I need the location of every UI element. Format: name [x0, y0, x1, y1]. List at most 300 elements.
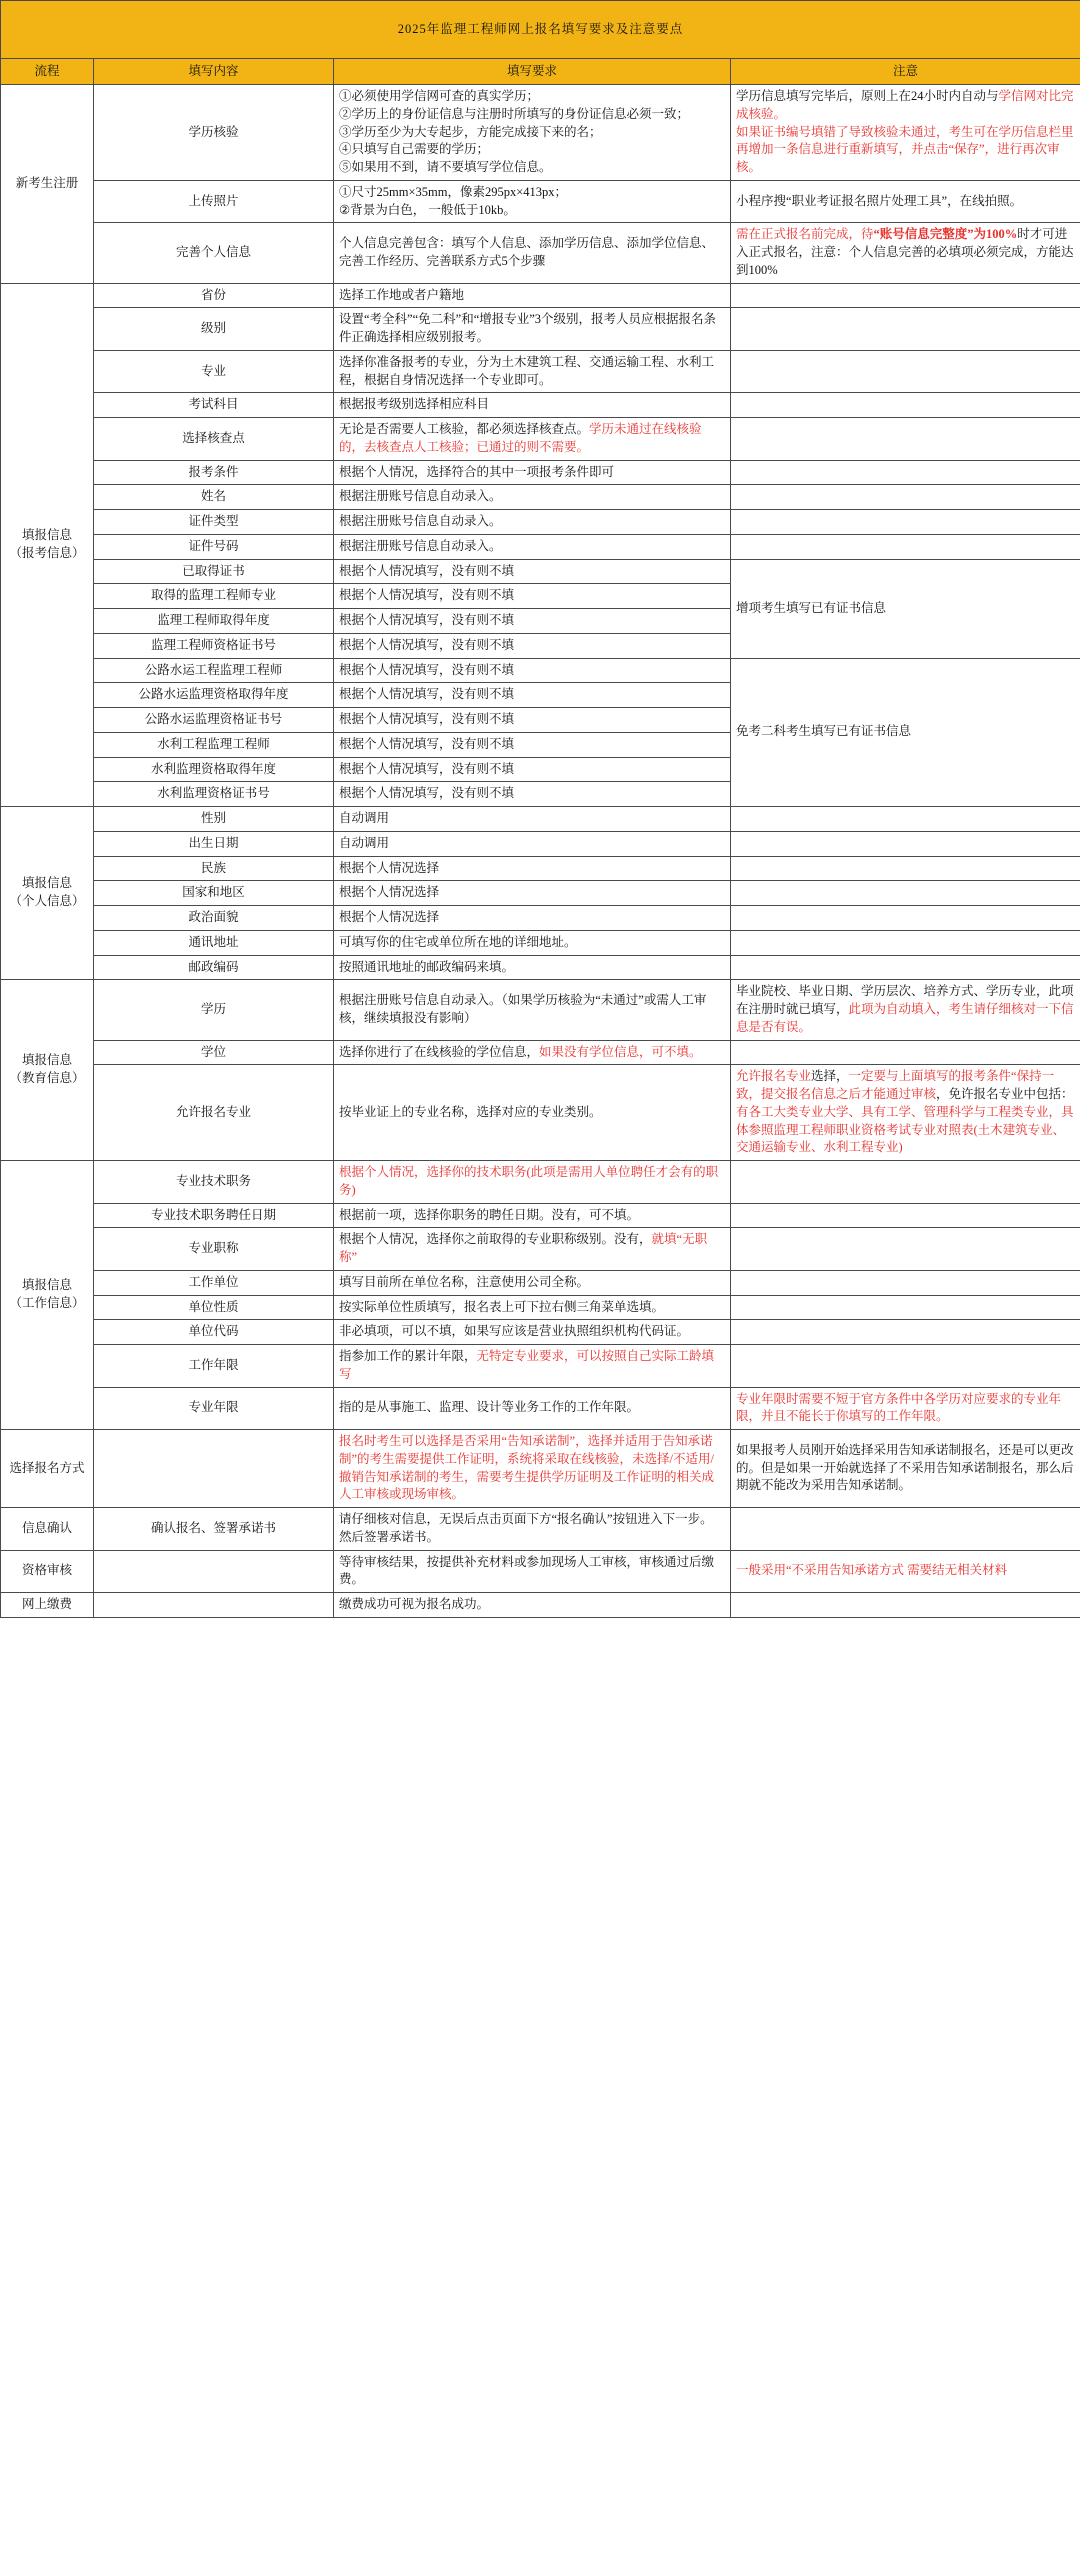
flow-stage-cell — [1, 1550, 94, 1593]
fill-content-cell — [94, 955, 334, 980]
fill-requirement-cell — [334, 1270, 731, 1295]
fill-content-cell — [94, 393, 334, 418]
text-run: 工作单位 — [188, 1274, 239, 1289]
title-row — [1, 1, 1080, 59]
note-cell — [731, 1387, 1080, 1430]
table-row — [1, 831, 1080, 856]
note-cell — [731, 85, 1080, 181]
text-run: 根据前一项，选择你职务的聘任日期。没有，可不填。 — [339, 1207, 640, 1222]
fill-requirement-cell — [334, 1320, 731, 1345]
fill-content-cell — [94, 658, 334, 683]
text-run: 监理工程师取得年度 — [157, 613, 270, 627]
note-cell — [731, 1345, 1080, 1388]
note-cell — [731, 1295, 1080, 1320]
text-run: 根据个人情况填写，没有则不填 — [339, 687, 515, 702]
text-run: 根据注册账号信息自动录入。 — [339, 489, 502, 504]
column-header-row — [1, 59, 1080, 85]
fill-requirement-cell — [334, 418, 731, 461]
text-run: 政治面貌 — [188, 910, 239, 924]
text-run: 专业技术职务聘任日期 — [150, 1207, 276, 1222]
table-row — [1, 223, 1080, 283]
table-row — [1, 1228, 1080, 1271]
table-row — [1, 930, 1080, 955]
text-run: 监理工程师资格证书号 — [150, 637, 276, 652]
fill-requirement-cell — [334, 930, 731, 955]
text-run: 自动调用 — [339, 811, 390, 825]
text-run: 等待审核结果，按提供补充材料或参加现场人工审核，审核通过后缴费。 — [339, 1554, 715, 1587]
text-run: 根据个人情况填写，没有则不填 — [339, 786, 515, 801]
note-cell — [731, 485, 1080, 510]
text-run: （个人信息） — [9, 894, 85, 909]
fill-requirement-cell — [334, 584, 731, 609]
table-row — [1, 283, 1080, 308]
fill-content-cell — [94, 757, 334, 782]
text-run: 填报信息 — [21, 528, 72, 542]
text-run: 根据个人情况，选择你之前取得的专业职称级别。没有， — [339, 1232, 652, 1247]
text-run: 需在正式报名前完成，待 — [736, 227, 874, 242]
text-run: 填报信息 — [21, 1278, 72, 1293]
note-cell — [731, 1508, 1080, 1551]
text-run: 指的是从事施工、监理、设计等业务工作的工作年限。 — [339, 1400, 640, 1415]
text-run: 证件类型 — [188, 514, 239, 528]
note-cell — [731, 418, 1080, 461]
fill-requirement-cell — [334, 782, 731, 807]
table-row — [1, 1203, 1080, 1228]
text-run: 水利工程监理工程师 — [157, 736, 270, 751]
note-cell — [731, 1550, 1080, 1593]
text-run: 出生日期 — [188, 835, 239, 850]
text-run: 完善个人信息 — [175, 245, 251, 259]
text-run: 允许报名专业 — [736, 1069, 812, 1084]
text-run: 新考生注册 — [15, 175, 79, 190]
text-run: 小程序搜“职业考证报名照片处理工具”，在线拍照。 — [736, 193, 1023, 208]
note-cell — [731, 1320, 1080, 1345]
table-row — [1, 658, 1080, 683]
text-run: ①尺寸25mm×35mm，像素295px×413px； — [339, 184, 567, 199]
table-row — [1, 510, 1080, 535]
flow-stage-cell — [1, 1593, 94, 1618]
text-run: 民族 — [200, 860, 226, 875]
table-row — [1, 418, 1080, 461]
fill-content-cell — [94, 1040, 334, 1065]
text-run: ③学历至少为大专起步，方能完成接下来的名； — [339, 124, 602, 139]
note-cell — [731, 1593, 1080, 1618]
text-run: 单位性质 — [188, 1299, 239, 1314]
table-row — [1, 980, 1080, 1040]
text-run: 工作年限 — [188, 1357, 239, 1372]
fill-requirement-cell — [334, 223, 731, 283]
fill-requirement-cell — [334, 708, 731, 733]
table-row — [1, 460, 1080, 485]
text-run: 选择你准备报考的专业，分为土木建筑工程、交通运输工程、水利工程，根据自身情况选择一个专业即可。 — [339, 354, 715, 387]
text-run: 有各工大类专业大学、具有工学、管理科学与工程类专业，具体参照监理工程师职业资格考试专业对照表(土木建筑专业、交通运输专业、水利工程专业) — [736, 1104, 1074, 1155]
text-run: 选择， — [811, 1069, 849, 1084]
fill-content-cell — [94, 1161, 334, 1204]
note-cell — [731, 1203, 1080, 1228]
text-run: 一定要与上面填写的报考条件“保持一致，提交报名信息之后才能通过审核 — [736, 1069, 1055, 1101]
text-run: 通讯地址 — [188, 934, 239, 949]
fill-content-cell — [94, 683, 334, 708]
table-row — [1, 85, 1080, 181]
note-cell — [731, 906, 1080, 931]
text-run: ，免许报名专业中包括： — [936, 1087, 1074, 1101]
text-run: 公路水运监理资格证书号 — [144, 712, 283, 726]
text-run: 报考条件 — [188, 464, 239, 479]
note-cell-merged — [731, 658, 1080, 807]
fill-requirement-cell — [334, 757, 731, 782]
text-run: 按毕业证上的专业名称，选择对应的专业类别。 — [339, 1104, 602, 1119]
table-row — [1, 1040, 1080, 1065]
note-cell — [731, 350, 1080, 393]
table-row — [1, 485, 1080, 510]
fill-content-cell — [94, 807, 334, 832]
text-run: 可填写你的住宅或单位所在地的详细地址。 — [339, 934, 577, 949]
text-run: 学历信息填写完毕后，原则上在24小时内自动与 — [736, 89, 999, 103]
note-cell — [731, 831, 1080, 856]
text-run: 性别 — [200, 811, 226, 825]
fill-content-cell — [94, 881, 334, 906]
flow-stage-cell — [1, 807, 94, 980]
note-cell — [731, 1040, 1080, 1065]
text-run: （工作信息） — [9, 1296, 85, 1310]
fill-content-cell — [94, 1270, 334, 1295]
table-row — [1, 534, 1080, 559]
note-cell — [731, 460, 1080, 485]
fill-requirement-cell — [334, 460, 731, 485]
table-row — [1, 856, 1080, 881]
text-run: 信息确认 — [21, 1520, 72, 1535]
text-run: 根据个人情况选择 — [339, 910, 440, 924]
fill-content-cell — [94, 980, 334, 1040]
fill-requirement-cell — [334, 1593, 731, 1618]
fill-requirement-cell — [334, 85, 731, 181]
text-run: 填报信息 — [21, 1053, 72, 1068]
text-run: 允许报名专业 — [175, 1104, 251, 1119]
text-run: （报考信息） — [9, 545, 85, 560]
text-run: 如果没有学位信息，可不填。 — [539, 1044, 702, 1059]
table-row — [1, 807, 1080, 832]
note-cell — [731, 1161, 1080, 1204]
text-run: 水利监理资格证书号 — [157, 786, 270, 801]
table-row — [1, 559, 1080, 584]
text-run: 公路水运工程监理工程师 — [144, 662, 283, 677]
text-run: ④只填写自己需要的学历； — [339, 142, 490, 157]
fill-content-cell — [94, 1508, 334, 1551]
text-run: 根据个人情况，选择符合的其中一项报考条件即可 — [339, 464, 615, 479]
table-row — [1, 906, 1080, 931]
flow-stage-cell — [1, 1508, 94, 1551]
table-row — [1, 1508, 1080, 1551]
fill-requirement-cell — [334, 1203, 731, 1228]
text-run: ⑤如果用不到，请不要填写学位信息。 — [339, 160, 552, 174]
table-row — [1, 1430, 1080, 1508]
fill-content-cell — [94, 1065, 334, 1161]
text-run: 根据个人情况填写，没有则不填 — [339, 637, 515, 652]
fill-content-cell — [94, 1430, 334, 1508]
fill-requirement-cell — [334, 658, 731, 683]
text-run: 如果证书编号填错了导致核验未通过，考生可在学历信息栏里再增加一条信息进行重新填写，并点击“保存”，进行再次审核。 — [736, 124, 1074, 174]
fill-content-cell — [94, 1228, 334, 1271]
table-row — [1, 955, 1080, 980]
note-cell — [731, 308, 1080, 351]
column-header-content: 填写内容 — [94, 59, 334, 85]
text-run: 公路水运监理资格取得年度 — [138, 687, 289, 702]
text-run: 网上缴费 — [21, 1597, 72, 1611]
note-cell — [731, 881, 1080, 906]
text-run: 非必填项，可以不填，如果写应该是营业执照组织机构代码证。 — [339, 1324, 690, 1339]
flow-stage-cell — [1, 85, 94, 284]
fill-requirement-cell — [334, 1508, 731, 1551]
text-run: 增项考生填写已有证书信息 — [736, 600, 887, 615]
fill-content-cell — [94, 180, 334, 223]
note-cell — [731, 180, 1080, 223]
text-run: 如果报考人员刚开始选择采用告知承诺制报名，还是可以更改的。但是如果一开始就选择了不采用告知承诺制报名，那么后期就不能改为采用告知承诺制。 — [736, 1442, 1074, 1493]
fill-requirement-cell — [334, 1295, 731, 1320]
fill-content-cell — [94, 856, 334, 881]
note-cell — [731, 393, 1080, 418]
fill-content-cell — [94, 708, 334, 733]
text-run: 请仔细核对信息，无误后点击页面下方“报名确认”按钮进入下一步。然后签署承诺书。 — [339, 1512, 713, 1544]
fill-content-cell — [94, 584, 334, 609]
text-run: 按照通讯地址的邮政编码来填。 — [339, 959, 515, 974]
fill-requirement-cell — [334, 831, 731, 856]
text-run: 缴费成功可视为报名成功。 — [339, 1597, 490, 1611]
table-head — [1, 1, 1080, 85]
table-row — [1, 308, 1080, 351]
text-run: 免考二科考生填写已有证书信息 — [736, 724, 912, 739]
note-cell — [731, 980, 1080, 1040]
fill-requirement-cell — [334, 1040, 731, 1065]
text-run: 选择报名方式 — [9, 1460, 85, 1475]
fill-requirement-cell — [334, 881, 731, 906]
text-run: 时才可进入正式报名，注意：个人信息完善的必填项必须完成，方能达到100% — [736, 227, 1074, 277]
fill-content-cell — [94, 831, 334, 856]
fill-requirement-cell — [334, 350, 731, 393]
text-run: 专业职称 — [188, 1241, 239, 1256]
note-cell — [731, 223, 1080, 283]
fill-requirement-cell — [334, 180, 731, 223]
fill-content-cell — [94, 1295, 334, 1320]
fill-requirement-cell — [334, 807, 731, 832]
fill-requirement-cell — [334, 393, 731, 418]
table-row — [1, 1270, 1080, 1295]
text-run: 级别 — [200, 321, 226, 336]
column-header-note: 注意 — [731, 59, 1080, 85]
fill-requirement-cell — [334, 1550, 731, 1593]
text-run: 省份 — [200, 287, 226, 302]
text-run: （教育信息） — [9, 1071, 85, 1086]
text-run: 学历核验 — [188, 124, 239, 139]
column-header-flow: 流程 — [1, 59, 94, 85]
text-run: 学位 — [200, 1044, 226, 1059]
fill-content-cell — [94, 85, 334, 181]
fill-requirement-cell — [334, 559, 731, 584]
text-run: 填写目前所在单位名称，注意使用公司全称。 — [339, 1274, 590, 1289]
text-run: 国家和地区 — [182, 885, 245, 900]
fill-content-cell — [94, 223, 334, 283]
text-run: ②背景为白色， 一般低于10kb。 — [339, 202, 516, 217]
fill-content-cell — [94, 732, 334, 757]
text-run: 确认报名、签署承诺书 — [150, 1520, 276, 1535]
text-run: 上传照片 — [188, 193, 239, 208]
fill-content-cell — [94, 1593, 334, 1618]
fill-content-cell — [94, 1550, 334, 1593]
text-run: 证件号码 — [188, 538, 239, 553]
fill-requirement-cell — [334, 1430, 731, 1508]
text-run: 专业 — [200, 363, 226, 378]
fill-content-cell — [94, 534, 334, 559]
text-run: 按实际单位性质填写，报名表上可下拉右侧三角菜单选填。 — [339, 1299, 665, 1314]
text-run: 水利监理资格取得年度 — [150, 761, 276, 776]
text-run: 根据个人情况填写，没有则不填 — [339, 662, 515, 677]
text-run: 选择核查点 — [182, 430, 245, 445]
note-cell — [731, 807, 1080, 832]
table-body — [1, 85, 1080, 1618]
text-run: 根据个人情况填写，没有则不填 — [339, 613, 515, 627]
fill-requirement-cell — [334, 485, 731, 510]
text-run: 根据个人情况填写，没有则不填 — [339, 588, 515, 603]
table-row — [1, 180, 1080, 223]
text-run: 一般采用“不采用告知承诺方式 需要结无相关材料 — [736, 1563, 1008, 1578]
text-run: 报名时考生可以选择是否采用“告知承诺制”，选择并适用于告知承诺制”的考生需要提供工作证明，系统将采取在线核验，未选择/不适用/撤销告知承诺制的考生，需要考生提供学历证明及工作证明的相关成人工审核或现场审核。 — [339, 1434, 715, 1502]
fill-requirement-cell — [334, 534, 731, 559]
text-run: 邮政编码 — [188, 959, 239, 974]
fill-requirement-cell — [334, 906, 731, 931]
fill-requirement-cell — [334, 955, 731, 980]
fill-requirement-cell — [334, 308, 731, 351]
text-run: 根据注册账号信息自动录入。 — [339, 538, 502, 553]
table-row — [1, 393, 1080, 418]
note-cell — [731, 510, 1080, 535]
flow-stage-cell — [1, 283, 94, 807]
text-run: 无特定专业要求，可以按照自己实际工龄填写 — [339, 1349, 715, 1381]
note-cell — [731, 856, 1080, 881]
text-run: 专业技术职务 — [175, 1173, 251, 1188]
fill-content-cell — [94, 559, 334, 584]
note-cell — [731, 534, 1080, 559]
fill-content-cell — [94, 308, 334, 351]
fill-requirement-cell — [334, 283, 731, 308]
fill-content-cell — [94, 609, 334, 634]
text-run: 根据个人情况填写，没有则不填 — [339, 761, 515, 776]
text-run: 根据个人情况，选择你的技术职务(此项是需用人单位聘任才会有的职务) — [339, 1165, 719, 1197]
flow-stage-cell — [1, 1430, 94, 1508]
text-run: 资格审核 — [21, 1563, 72, 1578]
note-cell — [731, 930, 1080, 955]
table-row — [1, 1295, 1080, 1320]
table-row — [1, 881, 1080, 906]
text-run: 单位代码 — [188, 1324, 239, 1339]
fill-content-cell — [94, 1387, 334, 1430]
fill-content-cell — [94, 782, 334, 807]
fill-requirement-cell — [334, 1228, 731, 1271]
text-run: 专业年限时需要不短于官方条件中各学历对应要求的专业年限，并且不能长于你填写的工作年限。 — [736, 1391, 1062, 1424]
flow-stage-cell — [1, 980, 94, 1161]
fill-requirement-cell — [334, 683, 731, 708]
fill-requirement-cell — [334, 980, 731, 1040]
table-row — [1, 1387, 1080, 1430]
fill-content-cell — [94, 418, 334, 461]
table-row — [1, 350, 1080, 393]
text-run: 无论是否需要人工核验，都必须选择核查点。 — [339, 422, 590, 436]
fill-requirement-cell — [334, 1387, 731, 1430]
text-run: 专业年限 — [188, 1400, 239, 1415]
text-run: 根据个人情况填写，没有则不填 — [339, 563, 515, 578]
table-row — [1, 1550, 1080, 1593]
table-row — [1, 1345, 1080, 1388]
text-run: 学信网对比完成核验。 — [736, 89, 1074, 121]
text-run: 选择你进行了在线核验的学位信息， — [339, 1044, 540, 1059]
text-run: 此项为自动填入，考生请仔细核对一下信息是否有误。 — [736, 1002, 1074, 1034]
page-title: 2025年监理工程师网上报名填写要求及注意要点 — [1, 1, 1080, 59]
fill-content-cell — [94, 633, 334, 658]
table-row — [1, 1593, 1080, 1618]
fill-content-cell — [94, 1345, 334, 1388]
text-run: 自动调用 — [339, 835, 390, 850]
note-cell-merged — [731, 559, 1080, 658]
text-run: 已取得证书 — [182, 563, 245, 578]
note-cell — [731, 955, 1080, 980]
text-run: 根据个人情况选择 — [339, 860, 440, 875]
note-cell — [731, 1228, 1080, 1271]
text-run: ①必须使用学信网可查的真实学历； — [339, 89, 540, 103]
text-run: 学历未通过在线核验的，去核查点人工核验；已通过的则不需要。 — [339, 422, 702, 454]
column-header-requirement: 填写要求 — [334, 59, 731, 85]
text-run: 填报信息 — [21, 876, 72, 891]
fill-content-cell — [94, 460, 334, 485]
fill-requirement-cell — [334, 1161, 731, 1204]
text-run: 就填“无职称” — [339, 1232, 708, 1264]
text-run: ②学历上的身份证信息与注册时所填写的身份证信息必须一致； — [339, 106, 690, 121]
fill-requirement-cell — [334, 510, 731, 535]
fill-content-cell — [94, 1320, 334, 1345]
fill-content-cell — [94, 485, 334, 510]
fill-content-cell — [94, 283, 334, 308]
text-run: 学历 — [200, 1002, 226, 1016]
text-run: “账号信息完整度”为100% — [873, 227, 1018, 242]
fill-requirement-cell — [334, 856, 731, 881]
fill-requirement-cell — [334, 633, 731, 658]
note-cell — [731, 1065, 1080, 1161]
table-row — [1, 1065, 1080, 1161]
text-run: 姓名 — [200, 489, 226, 504]
note-cell — [731, 1430, 1080, 1508]
table-row — [1, 1320, 1080, 1345]
text-run: 根据报考级别选择相应科目 — [339, 397, 490, 412]
text-run: 取得的监理工程师专业 — [150, 588, 276, 603]
fill-content-cell — [94, 1203, 334, 1228]
text-run: 个人信息完善包含：填写个人信息、添加学历信息、添加学位信息、完善工作经历、完善联系方式5个步骤 — [339, 236, 715, 268]
fill-requirement-cell — [334, 1345, 731, 1388]
flow-stage-cell — [1, 1161, 94, 1430]
note-cell — [731, 283, 1080, 308]
text-run: 指参加工作的累计年限， — [339, 1349, 477, 1363]
text-run: 毕业院校、毕业日期、学历层次、培养方式、学历专业，此项在注册时就已填写， — [736, 984, 1074, 1016]
text-run: 考试科目 — [188, 397, 239, 412]
fill-requirement-cell — [334, 732, 731, 757]
text-run: 根据个人情况填写，没有则不填 — [339, 712, 515, 726]
text-run: 根据注册账号信息自动录入。 — [339, 514, 502, 528]
table-row — [1, 1161, 1080, 1204]
fill-content-cell — [94, 510, 334, 535]
note-cell — [731, 1270, 1080, 1295]
fill-requirement-cell — [334, 609, 731, 634]
text-run: 根据注册账号信息自动录入。（如果学历核验为“未通过”或需人工审核，继续填报没有影响） — [339, 993, 707, 1025]
text-run: 根据个人情况选择 — [339, 885, 440, 900]
text-run: 设置“考全科”“免二科”和“增报专业”3个级别，报考人员应根据报名条件正确选择相应级别报考。 — [339, 312, 717, 344]
text-run: 选择工作地或者户籍地 — [339, 287, 465, 302]
fill-content-cell — [94, 350, 334, 393]
